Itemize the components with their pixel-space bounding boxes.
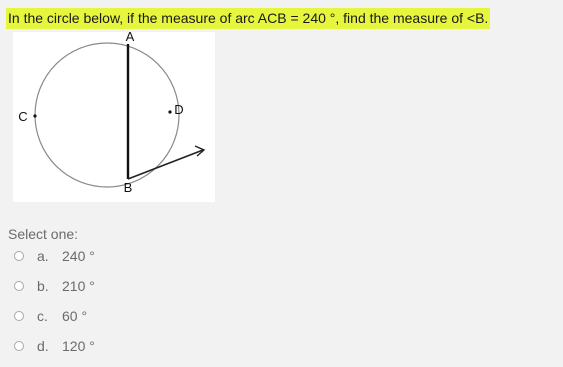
radio-icon[interactable] (14, 341, 24, 351)
option-d[interactable] (14, 337, 214, 367)
option-text: 240 ° (62, 248, 95, 264)
tangent-ray (128, 150, 203, 179)
radio-icon[interactable] (14, 311, 24, 321)
circle-diagram (13, 32, 215, 202)
circle-outline (35, 43, 179, 187)
select-one-label: Select one: (8, 226, 79, 242)
point-d (168, 110, 171, 113)
option-letter: a. (37, 248, 49, 264)
label-b: B (123, 180, 133, 195)
option-b[interactable] (14, 277, 214, 307)
option-a[interactable] (14, 247, 214, 277)
question-text: In the circle below, if the measure of arc ACB = 240 °, find the measure of <B. (6, 8, 490, 29)
option-text: 120 ° (62, 338, 95, 354)
option-letter: d. (37, 338, 49, 354)
option-text: 210 ° (62, 278, 95, 294)
radio-icon[interactable] (14, 281, 24, 291)
option-c[interactable] (14, 307, 214, 337)
label-c: C (18, 109, 28, 124)
option-letter: b. (37, 278, 49, 294)
option-letter: c. (37, 308, 48, 324)
answer-options (14, 247, 214, 367)
point-c (33, 114, 36, 117)
option-text: 60 ° (62, 308, 88, 324)
label-d: D (174, 102, 184, 117)
circle-figure (13, 32, 215, 202)
radio-icon[interactable] (14, 251, 24, 261)
label-a: A (125, 32, 135, 44)
